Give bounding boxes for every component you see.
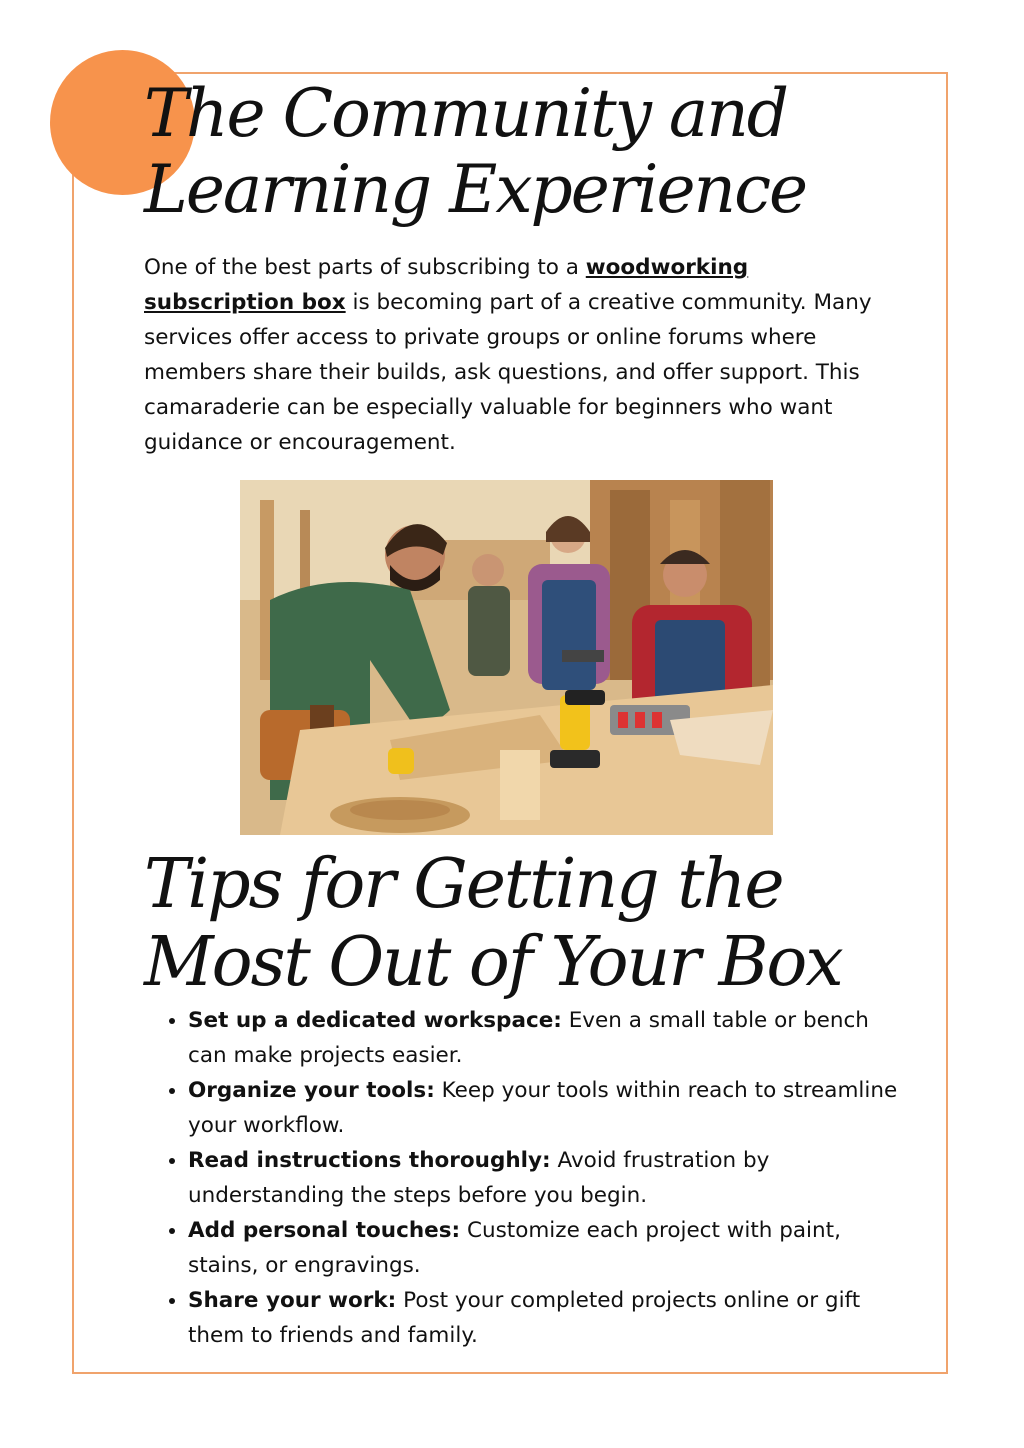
intro-paragraph <box>144 250 884 460</box>
tip-text: Avoid frustration by understanding the steps before you begin. <box>188 1148 770 1208</box>
tip-title: Set up a dedicated workspace: <box>188 1008 562 1033</box>
list-item <box>188 1213 908 1283</box>
tip-text: Even a small table or bench can make projects easier. <box>188 1008 869 1068</box>
list-item <box>188 1143 908 1213</box>
section-heading-tips: Tips for Getting the Most Out of Your Box <box>144 845 842 1002</box>
tip-text: Post your completed projects online or gift them to friends and family. <box>188 1288 861 1348</box>
intro-text-end: is becoming part of a creative community. Many services offer access to private groups or online forums where members share their builds, ask questions, and offer support. This camaraderie can be especially valuable for beginners who want guidance or encouragement. <box>144 290 872 455</box>
woodworking-workshop-photo <box>240 480 773 835</box>
section-heading-community: The Community and Learning Experience <box>144 75 807 228</box>
tip-title: Add personal touches: <box>188 1218 461 1243</box>
list-item <box>188 1283 908 1353</box>
tip-title: Read instructions thoroughly: <box>188 1148 551 1173</box>
intro-text-start: One of the best parts of subscribing to a <box>144 255 586 280</box>
list-item <box>188 1003 908 1073</box>
tip-text: Keep your tools within reach to streamline your workflow. <box>188 1078 898 1138</box>
tip-title: Share your work: <box>188 1288 397 1313</box>
tips-list <box>160 1003 908 1353</box>
tip-title: Organize your tools: <box>188 1078 435 1103</box>
tip-text: Customize each project with paint, stains, or engravings. <box>188 1218 841 1278</box>
list-item <box>188 1073 908 1143</box>
woodworking-subscription-link[interactable]: woodworking subscription box <box>144 255 749 315</box>
